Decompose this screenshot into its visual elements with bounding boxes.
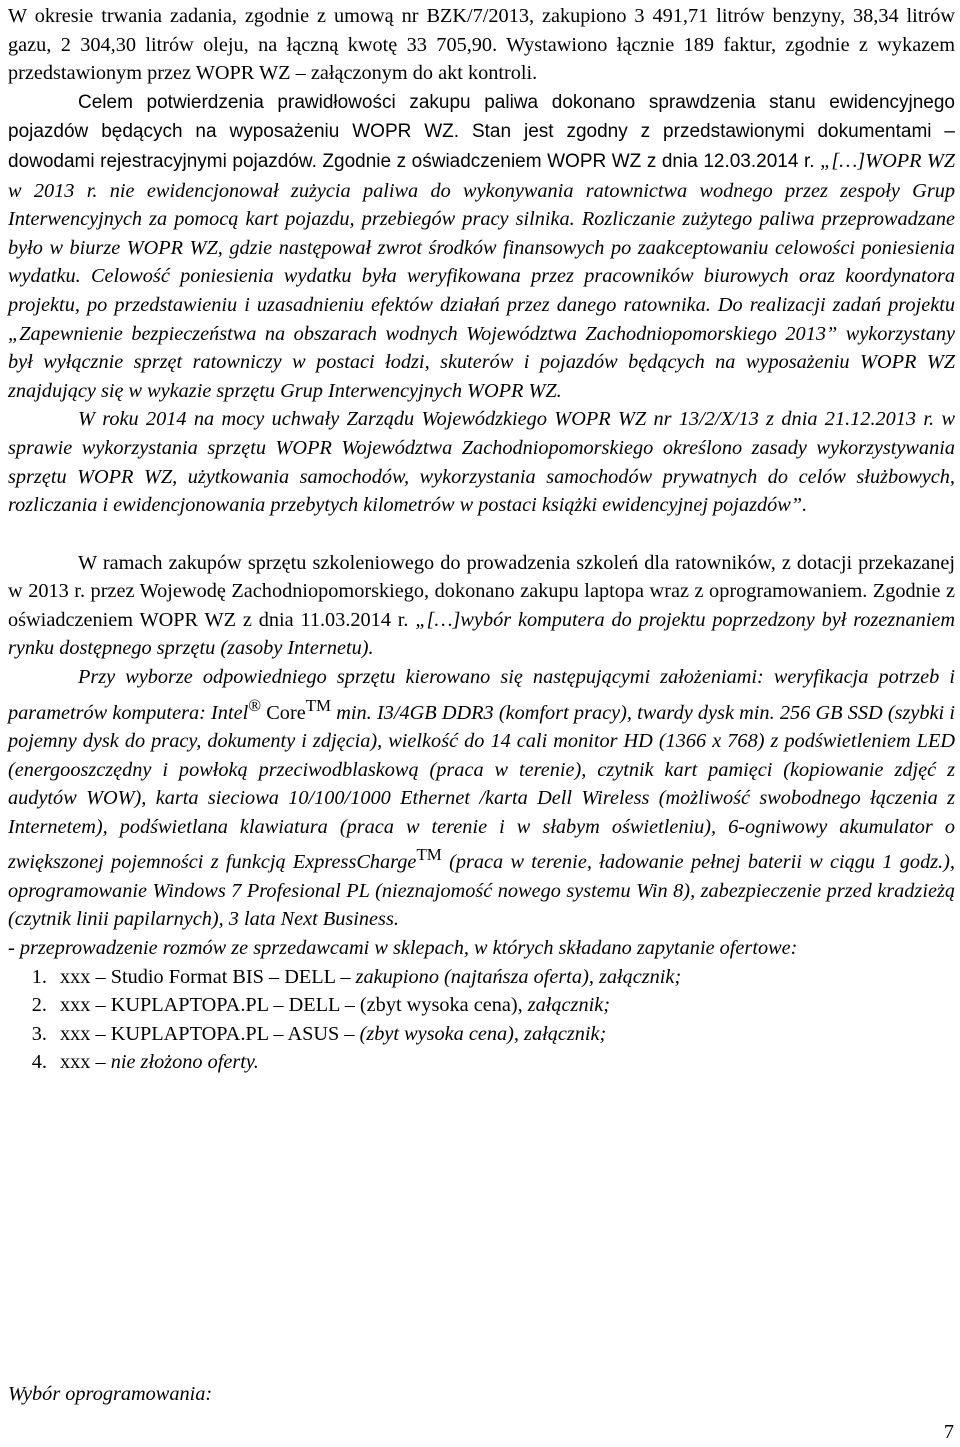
page-number: 7 xyxy=(943,1421,954,1443)
offer-note: (zbyt wysoka cena), załącznik; xyxy=(359,1022,607,1045)
offer-note: załącznik; xyxy=(527,994,610,1017)
text-vehicle-check: Celem potwierdzenia prawidłowości zakupu paliwa dokonano sprawdzenia stanu ewidencyjnego pojazdów będących na wyposażeniu WOPR WZ. Stan jest zgodny z przedstawionymi dokumentami – dowodami rejestracyjnymi pojazdów. Zgodnie z oświadczeniem WOPR WZ z dnia 12.03.2014 r. xyxy=(8,91,955,172)
specs-part-2: min. I3/4GB DDR3 (komfort pracy), twardy dysk min. 256 GB SSD (szybki i pojemny dysk do pracy, dokumenty i zdjęcia), wielkość do 14 cali monitor HD (1366 x 768) z podświetleniem LED (energooszczędny i powłoką przeciwodblaskową (praca w terenie), czytnik kart pamięci (kopiowanie zdjęć z audytów WOW), karta sieciowa 10/100/1000 Ethernet /karta Dell Wireless (możliwość swobodnego łączenia z Internetem), podświetlana klawiatura (praca w terenie i w słabym oświetleniu), 6-ogniwowy akumulator o zwiększonej pojemności z funkcją ExpressCharge xyxy=(8,701,955,874)
text-laptop-purchase: W ramach zakupów sprzętu szkoleniowego do prowadzenia szkoleń dla ratowników, z dotacji przekazanej w 2013 r. przez Wojewodę Zachodniopomorskiego, dokonano zakupu laptopa wraz z oprogramowaniem. Zgodnie z oświadczeniem WOPR WZ z dnia 11.03.2014 r. xyxy=(8,551,955,631)
text-vendor-talks: - przeprowadzenie rozmów ze sprzedawcami w sklepach, w których składano zapytanie ofertowe: xyxy=(8,936,798,959)
trademark-mark: TM xyxy=(305,695,332,715)
specs-part-3: (praca w terenie, ładowanie pełnej baterii w ciągu 1 godz.), oprogramowanie Windows 7 Profesional PL (nieznajomość nowego systemu Win 8), zabezpieczenie przed kradzieżą (czytnik linii papilarnych), 3 lata Next Business. xyxy=(8,851,955,931)
quote-resolution: W roku 2014 na mocy uchwały Zarządu Wojewódzkiego WOPR WZ nr 13/2/X/13 z dnia 21.12.2013 r. w sprawie wykorzystania sprzętu WOPR Województwa Zachodniopomorskiego określono zasady wykorzystywania sprzętu WOPR WZ, użytkowania samochodów, wykorzystania samochodów prywatnych do celów służbowych, rozliczania i ewidencjonowania przebytych kilometrów w postaci książki ewidencyjnej pojazdów”. xyxy=(8,408,955,517)
offer-vendor: xxx – Studio Format BIS – DELL – xyxy=(60,965,356,988)
quote-laptop-selection: „[…]wybór komputera do projektu poprzedzony był rozeznaniem rynku dostępnego sprzętu (zasoby Internetu). xyxy=(8,608,956,660)
offer-vendor: xxx – xyxy=(60,1051,111,1074)
specs-part-1: Przy wyborze odpowiedniego sprzętu kierowano się następującymi założeniami: weryfikacja potrzeb i parametrów komputera: Intel xyxy=(8,666,955,724)
paragraph-vendor-talks xyxy=(8,934,955,963)
offer-vendor: xxx – KUPLAPTOPA.PL – DELL – (zbyt wysoka cena), xyxy=(60,994,528,1017)
software-heading: Wybór oprogramowania: xyxy=(8,1383,213,1405)
quote-wopr-statement: „[…]WOPR WZ w 2013 r. nie ewidencjonował zużycia paliwa do wykonywania ratownictwa wodnego przez zespoły Grup Interwencyjnych za pomocą kart pojazdu, przebiegów pracy silnika. Rozliczanie zużytego paliwa przeprowadzane było w biurze WOPR WZ, gdzie następował zwrot środków finansowych po zaakceptowaniu celowości poniesienia wydatku. Celowość poniesienia wydatku była weryfikowana przez pracowników biurowych oraz koordynatora projektu, po przedstawieniu i uzasadnieniu efektów działań przez danego ratownika. Do realizacji zadań projektu „Zapewnienie bezpieczeństwa na obszarach wodnych Województwa Zachodniopomorskiego 2013” wykorzystany był wyłącznie sprzęt ratowniczy w postaci łodzi, skuterów i pojazdów będących na wyposażeniu WOPR WZ znajdujący się w wykazie sprzętu Grup Interwencyjnych WOPR WZ. xyxy=(8,149,956,402)
paragraph-laptop-purchase xyxy=(8,549,955,663)
list-item xyxy=(52,963,955,992)
text-fuel-purchase: W okresie trwania zadania, zgodnie z umową nr BZK/7/2013, zakupiono 3 491,71 litrów benzyny, 38,34 litrów gazu, 2 304,30 litrów oleju, na łączną kwotę 33 705,90. Wystawiono łącznie 189 faktur, zgodnie z wykazem przedstawionym przez WOPR WZ – załączonym do akt kontroli. xyxy=(8,5,955,85)
offer-note: nie złożono oferty. xyxy=(110,1051,259,1074)
paragraph-fuel-purchase xyxy=(8,2,955,88)
list-item xyxy=(52,1048,955,1077)
paragraph-vehicle-check xyxy=(8,88,955,406)
registered-mark: ® xyxy=(248,695,262,715)
offer-note: zakupiono (najtańsza oferta), załącznik; xyxy=(355,965,682,988)
offers-list xyxy=(8,963,955,1077)
offer-vendor: xxx – KUPLAPTOPA.PL – ASUS – xyxy=(60,1022,360,1045)
paragraph-laptop-specs xyxy=(8,663,955,934)
trademark-mark-2: TM xyxy=(416,845,442,865)
list-item xyxy=(52,1020,955,1049)
list-item xyxy=(52,991,955,1020)
specs-core: Core xyxy=(261,701,306,724)
paragraph-resolution xyxy=(8,405,955,519)
